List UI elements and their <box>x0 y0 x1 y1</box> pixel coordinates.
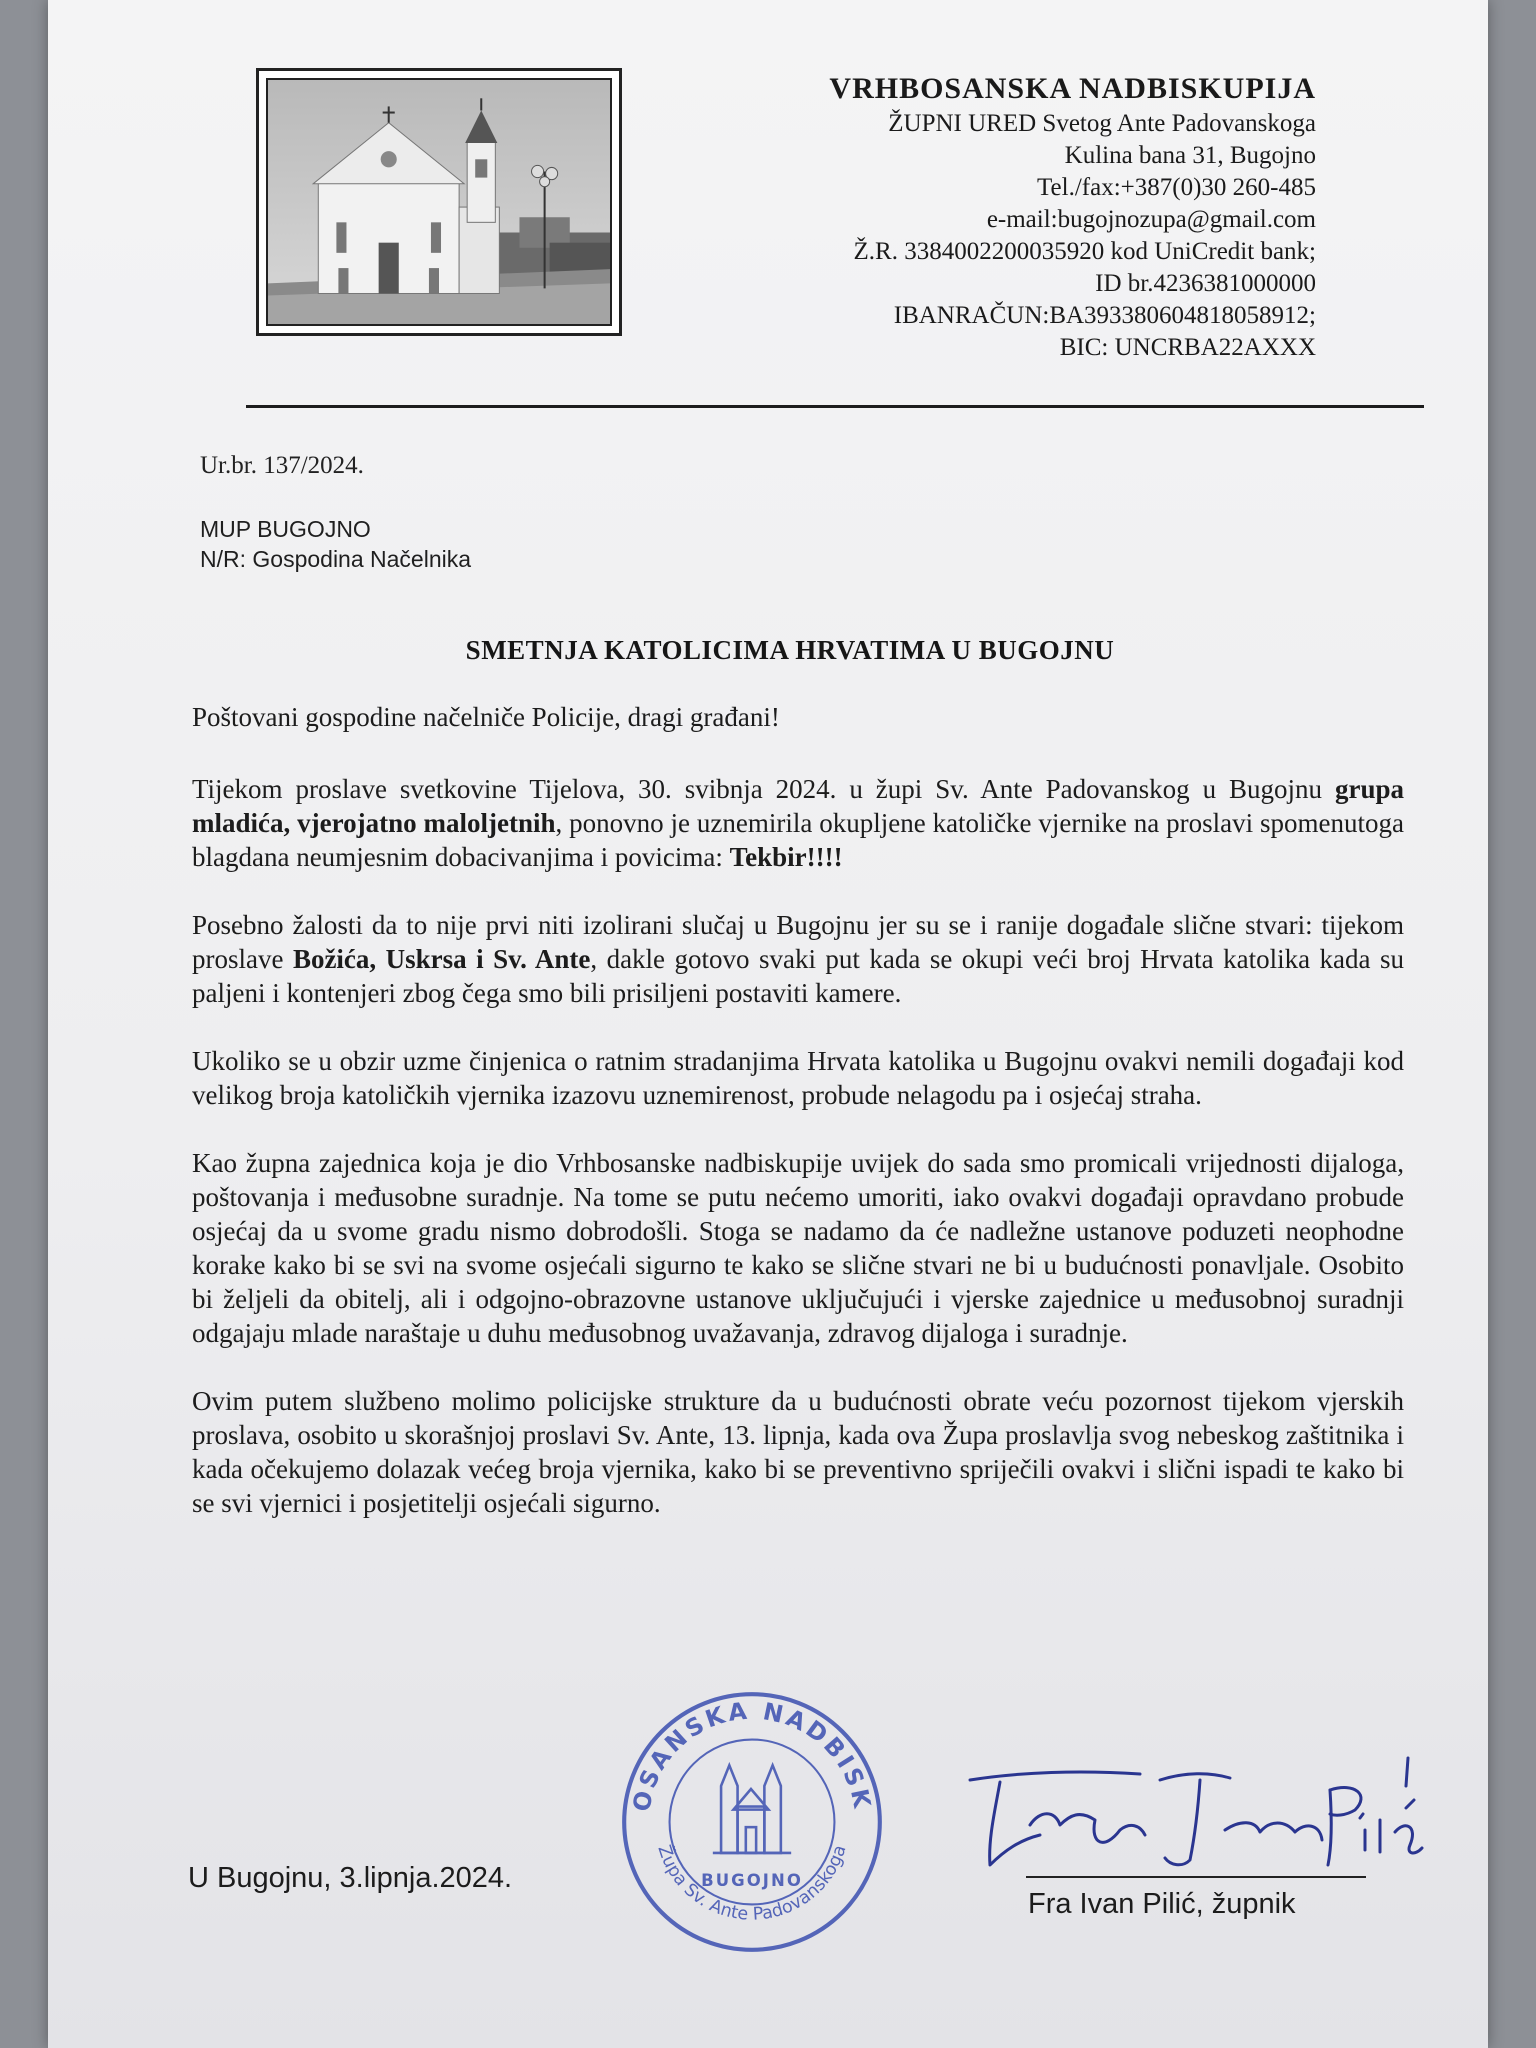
paragraph-5: Ovim putem službeno molimo policijske strukture da u budućnosti obrate veću pozornost tijekom vjerskih proslava, osobito u skorašnjoj proslavi Sv. Ante, 13. lipnja, kada ova Župa proslavlja svog nebeskog zaštitnika i kada očekujemo dolazak većeg broja vjernika, kako bi se preventivno spriječili ovakvi i slični ispadi te kako bi se svi vjernici i posjetitelji osjećali sigurno. <box>192 1386 1404 1518</box>
letterhead <box>829 70 1316 364</box>
bic: BIC: UNCRBA22AXXX <box>1059 334 1316 361</box>
org-name: VRHBOSANSKA NADBISKUPIJA <box>829 72 1316 105</box>
church-image <box>268 80 610 324</box>
parish-stamp <box>618 1688 886 1956</box>
reference-number: Ur.br. 137/2024. <box>200 452 364 479</box>
iban: IBANRAČUN:BA393380604818058912; <box>893 302 1316 329</box>
recipient-attention: N/R: Gospodina Načelnika <box>200 546 472 572</box>
header-divider <box>246 405 1424 408</box>
phone: Tel./fax:+387(0)30 260-485 <box>1037 174 1316 201</box>
signature-line <box>1026 1876 1366 1878</box>
signer-name: Fra Ivan Pilić, župnik <box>1028 1888 1296 1920</box>
paragraph-3: Ukoliko se u obzir uzme činjenica o ratnim stradanjima Hrvata katolika u Bugojnu ovakvi nemili događaji kod velikog broja katoličkih vjernika izazovu uznemirenost, probude nelagodu pa i osjećaj straha. <box>192 1046 1404 1110</box>
paragraph-1: Tijekom proslave svetkovine Tijelova, 30. svibnja 2024. u župi Sv. Ante Padovanskog u Bugojnu grupa mladića, vjerojatno maloljetnih, ponovno je uznemirila okupljene katoličke vjernike na proslavi spomenutoga blagdana neumjesnim dobacivanjima i povicima: Tekbir!!!! <box>192 774 1404 872</box>
paragraph-2: Posebno žalosti da to nije prvi niti izolirani slučaj u Bugojnu jer su se i ranije događale slične stvari: tijekom proslave Božića, Uskrsa i Sv. Ante, dakle gotovo svaki put kada se okupi veći broj Hrvata katolika kada su paljeni i kontenjeri zbog čega smo bili prisiljeni postaviti kamere. <box>192 910 1404 1008</box>
greeting: Poštovani gospodine načelniče Policije, dragi građani! <box>192 702 780 732</box>
address: Kulina bana 31, Bugojno <box>1064 142 1316 169</box>
letter-title: SMETNJA KATOLICIMA HRVATIMA U BUGOJNU <box>465 635 1115 665</box>
letter-body <box>192 700 1404 1554</box>
svg-text:Župa Sv. Ante Padovanskoga: Župa Sv. Ante Padovanskoga <box>653 1842 851 1925</box>
recipient-block <box>200 514 471 574</box>
recipient-line: MUP BUGOJNO <box>200 516 371 542</box>
paragraph-4: Kao župna zajednica koja je dio Vrhbosanske nadbiskupije uvijek do sada smo promicali vrijednosti dijaloga, poštovanja i međusobne suradnje. Na tome se putu nećemo umoriti, iako ovakvi događaji opravdano probude osjećaj da u svome gradu nismo dobrodošli. Stoga se nadamo da će nadležne ustanove poduzeti neophodne korake kako bi se svi na svome osjećali sigurno te kako se slične stvari ne bi u budućnosti ponavljale. Osobito bi željeli da obitelj, ali i odgojno-obrazovne ustanove uključujući i vjerske zajednice u međusobnoj suradnji odgajaju mlade naraštaje u duhu međusobnog uvažavanja, zdravog dijaloga i suradnje. <box>192 1148 1404 1348</box>
svg-text:BUGOJNO: BUGOJNO <box>701 1870 803 1890</box>
svg-text:VRHBOSANSKA NADBISKUPIJA: OSANSKA NADBISK <box>627 1696 877 1814</box>
church-photo <box>256 68 622 336</box>
id-number: ID br.4236381000000 <box>1095 270 1316 297</box>
signature <box>960 1750 1430 1880</box>
bank-account: Ž.R. 3384002200035920 kod UniCredit bank; <box>853 238 1316 265</box>
office-name: ŽUPNI URED Svetog Ante Padovanskoga <box>888 110 1316 137</box>
email: e-mail:bugojnozupa@gmail.com <box>986 206 1316 233</box>
place-date: U Bugojnu, 3.lipnja.2024. <box>188 1862 513 1894</box>
